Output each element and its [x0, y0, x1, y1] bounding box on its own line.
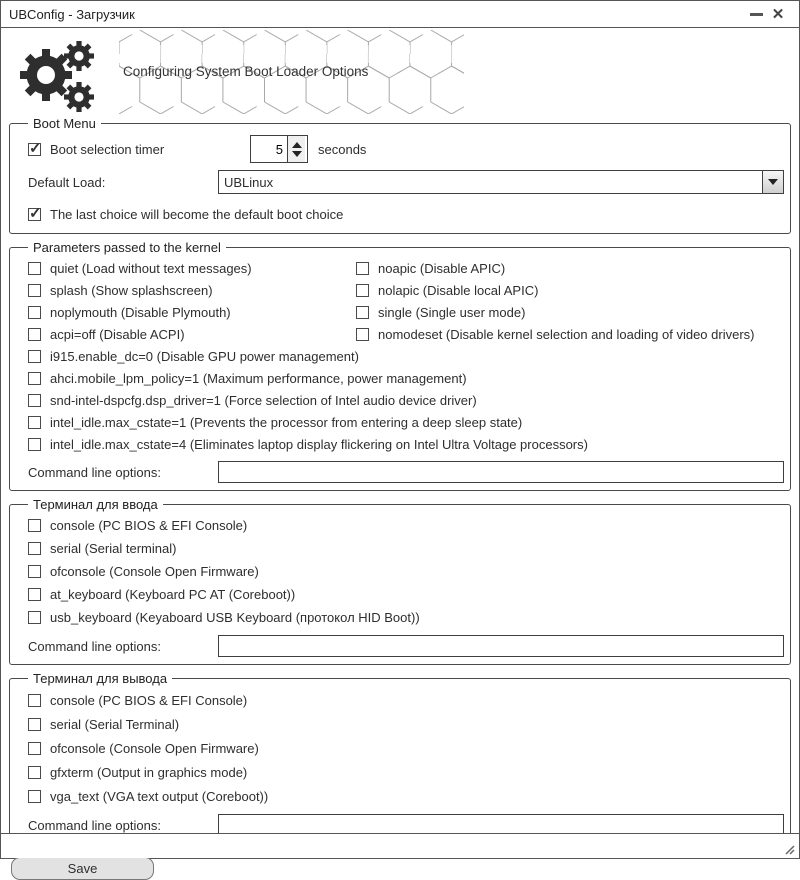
- output-terminal-row: [16, 736, 784, 760]
- last-choice-row: [16, 201, 784, 227]
- input-terminal-row: [16, 514, 784, 537]
- last-choice-checkbox[interactable]: [28, 208, 41, 221]
- kernel-param-row: [16, 345, 784, 367]
- kernel-cstate4-checkbox[interactable]: [28, 438, 41, 451]
- input-usb-keyboard-label: usb_keyboard (Keyaboard USB Keyboard (протокол HID Boot)): [50, 610, 420, 625]
- kernel-param-row: [16, 323, 784, 345]
- output-terminal-row: [16, 760, 784, 784]
- kernel-quiet-label: quiet (Load without text messages): [50, 260, 252, 276]
- kernel-param-row: [16, 389, 784, 411]
- kernel-snd-intel-checkbox[interactable]: [28, 394, 41, 407]
- group-output-terminal: [9, 671, 791, 844]
- kernel-cmdline-input[interactable]: [218, 461, 784, 483]
- kernel-param-cell: [16, 301, 356, 323]
- header: [1, 28, 799, 116]
- kernel-noapic-checkbox[interactable]: [356, 262, 369, 275]
- kernel-param-row: [16, 301, 784, 323]
- close-button[interactable]: [767, 4, 789, 24]
- kernel-noplymouth-checkbox[interactable]: [28, 306, 41, 319]
- kernel-param-row: [16, 411, 784, 433]
- output-serial-checkbox[interactable]: [28, 718, 41, 731]
- default-load-value: UBLinux: [224, 174, 274, 190]
- header-caption: Configuring System Boot Loader Options: [123, 64, 369, 79]
- input-serial-checkbox[interactable]: [28, 542, 41, 555]
- titlebar: [1, 1, 799, 28]
- kernel-noplymouth-label: noplymouth (Disable Plymouth): [50, 304, 231, 320]
- input-console-checkbox[interactable]: [28, 519, 41, 532]
- kernel-nomodeset-checkbox[interactable]: [356, 328, 369, 341]
- kernel-acpi-off-checkbox[interactable]: [28, 328, 41, 341]
- kernel-ahci-checkbox[interactable]: [28, 372, 41, 385]
- default-load-label: Default Load:: [28, 174, 106, 190]
- input-terminal-cmdline-input[interactable]: [218, 635, 784, 657]
- kernel-param-row: [16, 257, 784, 279]
- kernel-splash-checkbox[interactable]: [28, 284, 41, 297]
- kernel-param-cell: [16, 323, 356, 345]
- gears-icon: [15, 36, 107, 118]
- minimize-icon: [750, 13, 763, 16]
- output-vga-text-label: vga_text (VGA text output (Coreboot)): [50, 788, 269, 804]
- kernel-splash-label: splash (Show splashscreen): [50, 282, 213, 298]
- input-terminal-cmdline-row: [16, 634, 784, 658]
- kernel-param-cell: [356, 323, 784, 345]
- kernel-ahci-label: ahci.mobile_lpm_policy=1 (Maximum performance, power management): [50, 370, 467, 386]
- input-at-keyboard-label: at_keyboard (Keyboard PC AT (Coreboot)): [50, 587, 296, 602]
- group-kernel-params: [9, 240, 791, 491]
- combobox-dropdown-button[interactable]: [762, 171, 783, 193]
- input-terminal-row: [16, 606, 784, 629]
- output-terminal-row: [16, 784, 784, 808]
- kernel-param-row: [16, 279, 784, 301]
- hexagon-pattern: [119, 30, 464, 114]
- spinner-up-icon[interactable]: [292, 142, 302, 148]
- input-ofconsole-label: ofconsole (Console Open Firmware): [50, 564, 259, 579]
- group-output-terminal-title: Терминал для вывода: [33, 671, 168, 686]
- boot-timer-row: [16, 133, 784, 165]
- kernel-nomodeset-label: nomodeset (Disable kernel selection and loading of video drivers): [378, 326, 755, 342]
- save-button[interactable]: Save: [11, 857, 154, 880]
- output-terminal-cmdline-label: Command line options:: [28, 817, 161, 833]
- statusbar: [1, 833, 799, 858]
- output-console-checkbox[interactable]: [28, 694, 41, 707]
- kernel-cstate1-checkbox[interactable]: [28, 416, 41, 429]
- output-ofconsole-checkbox[interactable]: [28, 742, 41, 755]
- output-serial-label: serial (Serial Terminal): [50, 716, 180, 732]
- kernel-param-row: [16, 367, 784, 389]
- boot-timer-spinner: [250, 135, 308, 163]
- minimize-button[interactable]: [745, 4, 767, 24]
- kernel-param-cell: [16, 257, 356, 279]
- input-terminal-row: [16, 583, 784, 606]
- kernel-param-cell: [16, 279, 356, 301]
- output-ofconsole-label: ofconsole (Console Open Firmware): [50, 740, 259, 756]
- input-usb-keyboard-checkbox[interactable]: [28, 611, 41, 624]
- kernel-quiet-checkbox[interactable]: [28, 262, 41, 275]
- kernel-i915-checkbox[interactable]: [28, 350, 41, 363]
- input-console-label: console (PC BIOS & EFI Console): [50, 518, 248, 533]
- kernel-single-label: single (Single user mode): [378, 304, 526, 320]
- group-input-terminal-title: Терминал для ввода: [33, 497, 158, 512]
- group-boot-menu: [9, 116, 791, 234]
- kernel-param-cell: [356, 301, 784, 323]
- output-vga-text-checkbox[interactable]: [28, 790, 41, 803]
- input-ofconsole-checkbox[interactable]: [28, 565, 41, 578]
- output-gfxterm-label: gfxterm (Output in graphics mode): [50, 764, 248, 780]
- output-gfxterm-checkbox[interactable]: [28, 766, 41, 779]
- spinner-down-icon[interactable]: [292, 151, 302, 157]
- last-choice-label: The last choice will become the default boot choice: [50, 206, 344, 222]
- kernel-nolapic-label: nolapic (Disable local APIC): [378, 282, 539, 298]
- group-input-terminal: [9, 497, 791, 665]
- kernel-acpi-off-label: acpi=off (Disable ACPI): [50, 326, 185, 342]
- window-title: UBConfig - Загрузчик: [9, 6, 135, 22]
- group-boot-menu-title: Boot Menu: [33, 116, 96, 131]
- input-terminal-cmdline-label: Command line options:: [28, 638, 161, 654]
- boot-timer-label: Boot selection timer: [50, 141, 165, 157]
- group-kernel-params-title: Parameters passed to the kernel: [33, 240, 221, 255]
- kernel-param-cell: [356, 279, 784, 301]
- output-console-label: console (PC BIOS & EFI Console): [50, 692, 248, 708]
- kernel-param-row: [16, 433, 784, 455]
- chevron-down-icon: [768, 179, 778, 185]
- kernel-param-cell: [356, 257, 784, 279]
- output-terminal-row: [16, 688, 784, 712]
- spinner-buttons[interactable]: [287, 136, 305, 162]
- kernel-cstate4-label: intel_idle.max_cstate=4 (Eliminates laptop display flickering on Intel Ultra Voltage processors): [50, 436, 588, 452]
- input-at-keyboard-checkbox[interactable]: [28, 588, 41, 601]
- kernel-i915-label: i915.enable_dc=0 (Disable GPU power management): [50, 348, 359, 364]
- boot-timer-value-input[interactable]: [251, 136, 287, 162]
- default-load-combobox[interactable]: [218, 170, 784, 194]
- seconds-label: seconds: [318, 141, 367, 157]
- input-serial-label: serial (Serial terminal): [50, 541, 177, 556]
- default-load-row: [16, 169, 784, 195]
- close-icon: ✕: [771, 5, 785, 23]
- kernel-noapic-label: noapic (Disable APIC): [378, 260, 506, 276]
- kernel-snd-intel-label: snd-intel-dspcfg.dsp_driver=1 (Force selection of Intel audio device driver): [50, 392, 477, 408]
- input-terminal-row: [16, 537, 784, 560]
- kernel-cmdline-row: [16, 460, 784, 484]
- output-terminal-row: [16, 712, 784, 736]
- kernel-single-checkbox[interactable]: [356, 306, 369, 319]
- kernel-cstate1-label: intel_idle.max_cstate=1 (Prevents the processor from entering a deep sleep state): [50, 414, 523, 430]
- kernel-cmdline-label: Command line options:: [28, 464, 161, 480]
- input-terminal-row: [16, 560, 784, 583]
- resize-grip-icon[interactable]: [782, 842, 795, 855]
- boot-timer-checkbox[interactable]: [28, 143, 41, 156]
- kernel-nolapic-checkbox[interactable]: [356, 284, 369, 297]
